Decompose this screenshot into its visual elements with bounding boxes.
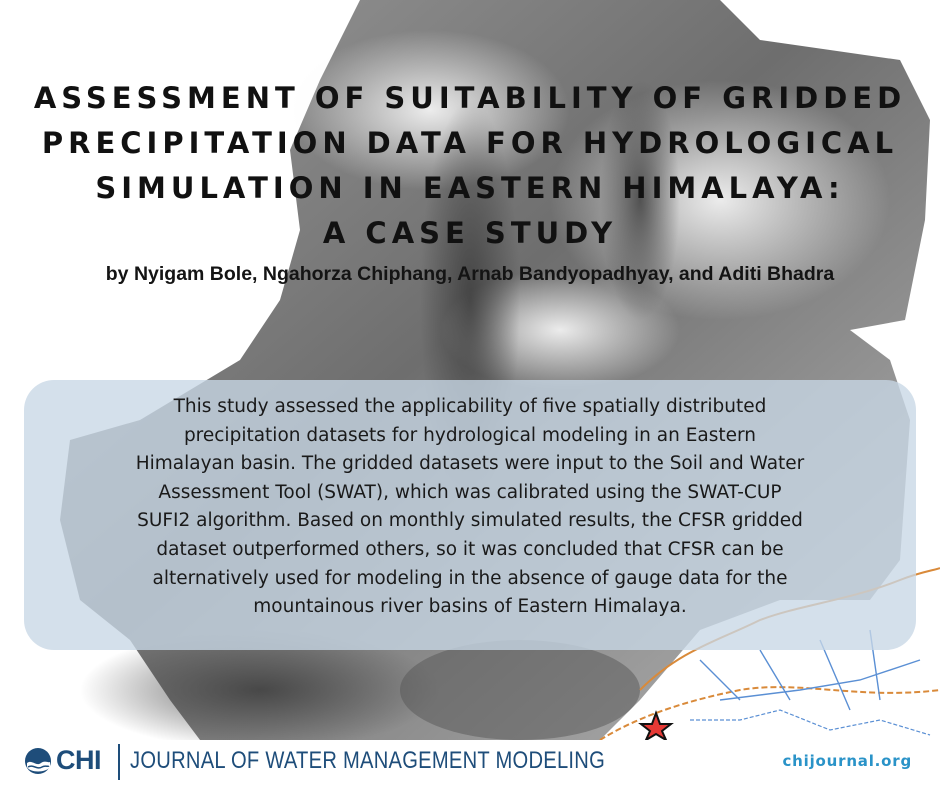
article-title <box>20 76 920 256</box>
abstract-line: Assessment Tool (SWAT), which was calibrated using the SWAT-CUP <box>158 481 782 503</box>
abstract-line: precipitation datasets for hydrological modeling in an Eastern <box>183 424 757 446</box>
chi-logo-text: CHI <box>56 745 101 775</box>
abstract-line: alternatively used for modeling in the absence of gauge data for the <box>152 567 788 589</box>
title-line: PRECIPITATION DATA FOR HYDROLOGICAL <box>41 126 899 160</box>
website-link[interactable]: chijournal.org <box>782 752 912 770</box>
title-line: A CASE STUDY <box>322 216 618 250</box>
title-line: SIMULATION IN EASTERN HIMALAYA: <box>95 171 845 205</box>
chi-logo-icon <box>24 747 52 775</box>
abstract-line: dataset outperformed others, so it was concluded that CFSR can be <box>156 538 784 560</box>
abstract-line: Himalayan basin. The gridded datasets were input to the Soil and Water <box>135 453 805 475</box>
footer-divider <box>118 744 120 780</box>
title-line: ASSESSMENT OF SUITABILITY OF GRIDDED <box>33 81 907 115</box>
journal-name: JOURNAL OF WATER MANAGEMENT MODELING <box>130 747 606 774</box>
abstract-line: This study assessed the applicability of five spatially distributed <box>173 396 767 417</box>
abstract-line: SUFI2 algorithm. Based on monthly simulated results, the CFSR gridded <box>137 510 803 532</box>
abstract-text <box>24 393 916 622</box>
abstract-line: mountainous river basins of Eastern Himalaya. <box>253 596 687 618</box>
author-line: by Nyigam Bole, Ngahorza Chiphang, Arnab Bandyopadhyay, and Aditi Bhadra <box>105 263 835 285</box>
